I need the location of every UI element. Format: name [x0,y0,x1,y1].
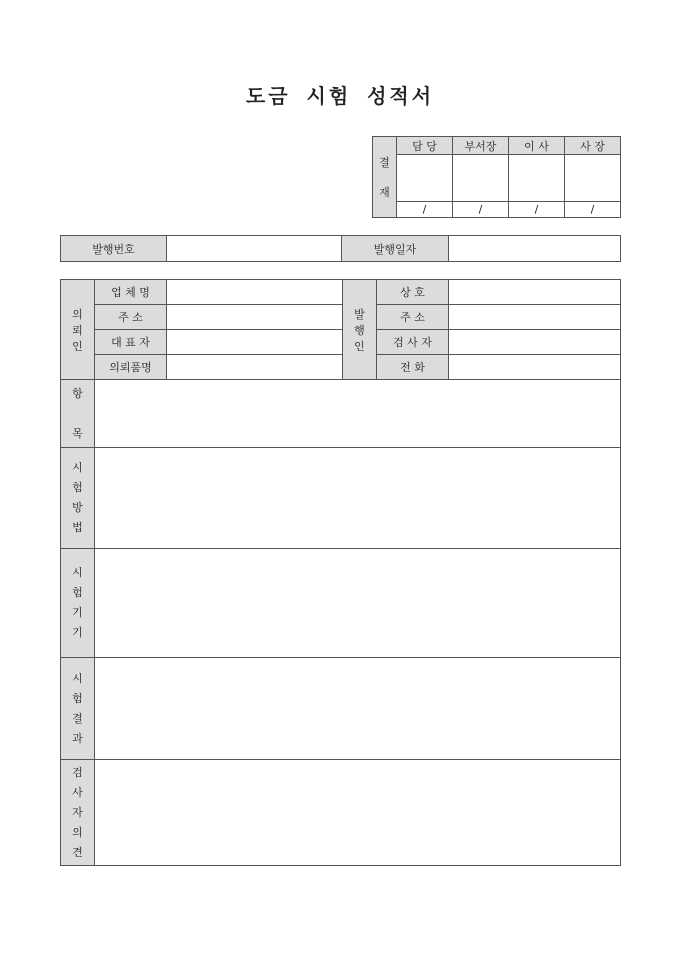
client-product-field[interactable] [167,355,343,380]
client-representative-label: 대 표 자 [95,330,167,355]
client-address-field[interactable] [167,305,343,330]
client-section-label: 의 뢰 인 [61,280,95,380]
issuer-phone-label: 전 화 [377,355,449,380]
signature-slot-dept-head[interactable] [453,155,509,202]
issue-number-label: 발행번호 [61,236,167,262]
client-company-field[interactable] [167,280,343,305]
client-representative-field[interactable] [167,330,343,355]
approval-role-dept-head: 부서장 [453,137,509,155]
issuer-inspector-field[interactable] [449,330,621,355]
issuer-name-field[interactable] [449,280,621,305]
issuer-phone-field[interactable] [449,355,621,380]
inspector-opinion-section-label: 검 사 자 의 견 [61,760,95,866]
client-address-label: 주 소 [95,305,167,330]
approval-role-director: 이 사 [509,137,565,155]
signature-slot-staff[interactable] [397,155,453,202]
approval-side-label: 결 재 [373,137,397,218]
test-equipment-field[interactable] [95,549,621,658]
issuer-address-field[interactable] [449,305,621,330]
approval-role-president: 사 장 [565,137,621,155]
test-result-field[interactable] [95,658,621,760]
issuer-address-label: 주 소 [377,305,449,330]
issue-number-field[interactable] [167,236,342,262]
client-product-label: 의뢰품명 [95,355,167,380]
sign-date-staff[interactable]: / [397,201,453,217]
sign-date-dept-head[interactable]: / [453,201,509,217]
issuer-section-label: 발 행 인 [343,280,377,380]
issue-info-row [60,235,621,262]
approval-role-staff: 담 당 [397,137,453,155]
client-company-label: 업 체 명 [95,280,167,305]
issue-date-label: 발행일자 [342,236,449,262]
signature-slot-director[interactable] [509,155,565,202]
test-result-section-label: 시 험 결 과 [61,658,95,760]
test-method-field[interactable] [95,448,621,549]
items-field[interactable] [95,380,621,448]
sign-date-president[interactable]: / [565,201,621,217]
approval-box [372,136,621,218]
signature-slot-president[interactable] [565,155,621,202]
inspector-opinion-field[interactable] [95,760,621,866]
issuer-inspector-label: 검 사 자 [377,330,449,355]
test-method-section-label: 시 험 방 법 [61,448,95,549]
sign-date-director[interactable]: / [509,201,565,217]
document-title: 도금 시험 성적서 [245,84,435,108]
items-section-label: 항 목 [61,380,95,448]
test-equipment-section-label: 시 험 기 기 [61,549,95,658]
issue-date-field[interactable] [449,236,621,262]
report-form [60,279,621,866]
issuer-name-label: 상 호 [377,280,449,305]
